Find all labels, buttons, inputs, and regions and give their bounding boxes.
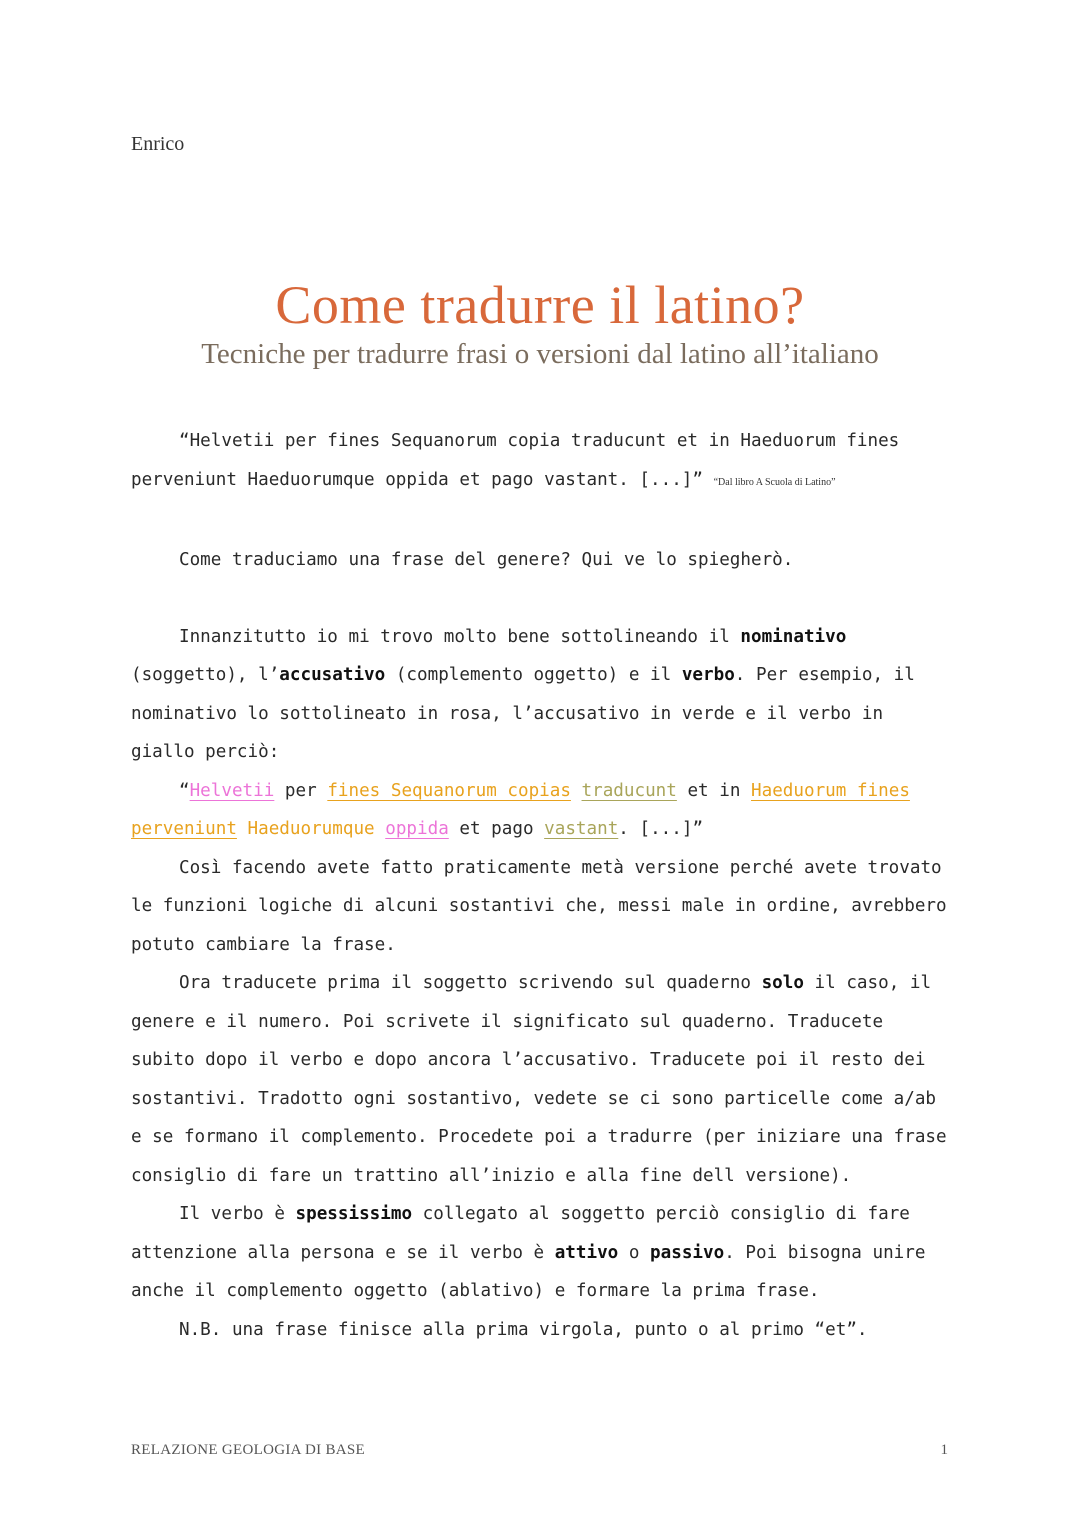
highlight-nominative: Helvetii xyxy=(189,780,275,801)
highlight-verb: traducunt xyxy=(581,780,677,801)
note-paragraph: N.B. una frase finisce alla prima virgola, punto o al primo “et”. xyxy=(179,1319,868,1340)
author-name: Enrico xyxy=(131,133,185,155)
paragraph-result: Così facendo avete fatto praticamente metà versione perché avete trovato le funzioni logiche di alcuni sostantivi che, messi male in ordine, avrebbero potuto cambiare la frase. xyxy=(131,857,947,955)
intro-paragraph: Come traduciamo una frase del genere? Qui ve lo spiegherò. xyxy=(179,549,794,570)
highlight-verb: vastant xyxy=(544,819,619,839)
paragraph-translation-steps: Ora traducete prima il soggetto scrivendo sul quaderno solo il caso, il genere e il numero. Poi scrivete il significato sul quaderno. Traducete subito dopo il verbo e dopo ancora l’accusativo. Traducete poi il resto dei sostantivi. Tradotto ogni sostantivo, vedete se ci sono particelle come a/ab e se formano il complemento. Procedete poi a tradurre (per iniziare una frase consiglio di fare un trattino all’inizio e alla fine dell versione). xyxy=(131,973,947,1186)
term-verbo: verbo xyxy=(681,665,735,685)
highlight-accusative: Haeduorum fines perveniunt xyxy=(131,780,910,839)
highlight-genitive: Haeduorumque xyxy=(247,819,375,839)
term-spessissimo: spessissimo xyxy=(295,1204,413,1224)
highlight-nominative: oppida xyxy=(385,819,449,839)
spacer xyxy=(131,579,951,618)
annotated-latin-quote: “Helvetii per fines Sequanorum copias traducunt et in Haeduorum fines perveniunt Haeduorumque oppida et pago vastant. [...]” xyxy=(131,780,910,839)
document-subtitle: Tecniche per tradurre frasi o versioni dal latino all’italiano xyxy=(201,338,879,370)
latin-quote xyxy=(131,422,951,502)
document-body xyxy=(131,422,951,1349)
page-number: 1 xyxy=(940,1442,948,1458)
term-nominativo: nominativo xyxy=(740,626,847,647)
term-accusativo: accusativo xyxy=(279,665,386,685)
paragraph-underlining: Innanzitutto io mi trovo molto bene sottolineando il nominativo (soggetto), l’accusativo (complemento oggetto) e il verbo. Per esempio, il nominativo lo sottolineato in rosa, l’accusativo in verde e il verbo in giallo perciò: xyxy=(131,626,915,762)
term-attivo: attivo xyxy=(554,1242,619,1263)
document-title: Come tradurre il latino? xyxy=(275,275,805,335)
latin-quote-text: “Helvetii per fines Sequanorum copia traducunt et in Haeduorum fines perveniunt Haeduorumque oppida et pago vastant. [...]” xyxy=(131,431,900,490)
spacer xyxy=(131,502,951,541)
quote-source: “Dal libro A Scuola di Latino” xyxy=(713,476,836,488)
highlight-accusative: fines Sequanorum copias xyxy=(327,780,571,801)
term-passivo: passivo xyxy=(650,1242,725,1263)
paragraph-verb: Il verbo è spessissimo collegato al soggetto perciò consiglio di fare attenzione alla persona e se il verbo è attivo o passivo. Poi bisogna unire anche il complemento oggetto (ablativo) e formare la prima frase. xyxy=(131,1204,926,1301)
term-solo: solo xyxy=(761,973,804,993)
footer-title: RELAZIONE GEOLOGIA DI BASE xyxy=(131,1442,366,1458)
